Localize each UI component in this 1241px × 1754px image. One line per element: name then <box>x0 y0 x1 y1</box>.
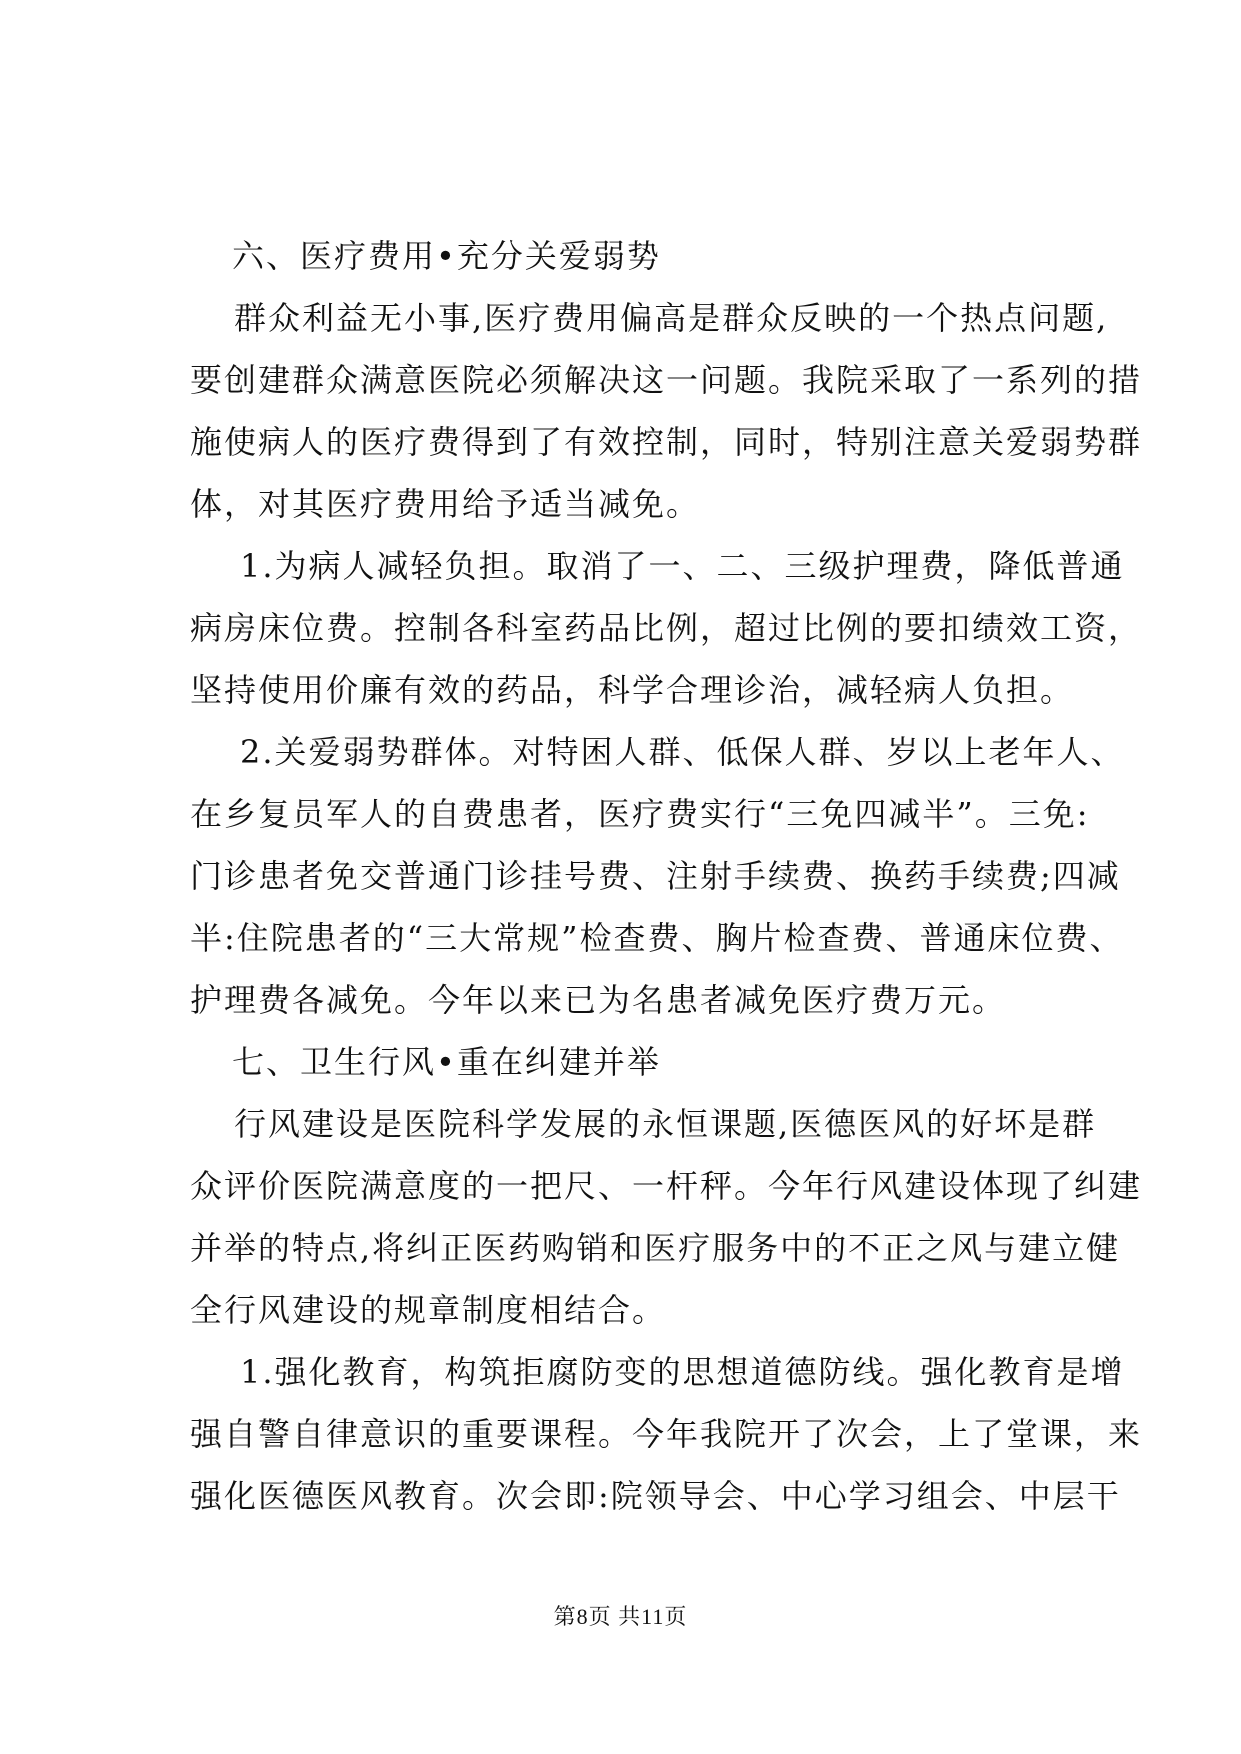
paragraph-line: 体，对其医疗费用给予适当减免。 <box>190 485 701 523</box>
paragraph-line: 1.强化教育，构筑拒腐防变的思想道德防线。强化教育是增 <box>240 1353 1125 1391</box>
paragraph-line: 半:住院患者的“三大常规”检查费、胸片检查费、普通床位费、 <box>190 919 1124 957</box>
paragraph-line: 强化医德医风教育。次会即:院领导会、中心学习组会、中层干 <box>190 1477 1121 1515</box>
section-heading: 六、医疗费用•充分关爱弱势 <box>232 237 661 275</box>
paragraph-line: 在乡复员军人的自费患者，医疗费实行“三免四减半”。三免: <box>190 795 1090 833</box>
paragraph-line: 病房床位费。控制各科室药品比例，超过比例的要扣绩效工资， <box>190 609 1143 647</box>
paragraph-line: 群众利益无小事,医疗费用偏高是群众反映的一个热点问题, <box>234 299 1109 337</box>
paragraph-line: 众评价医院满意度的一把尺、一杆秤。今年行风建设体现了纠建 <box>190 1167 1143 1205</box>
paragraph-line: 强自警自律意识的重要课程。今年我院开了次会，上了堂课，来 <box>190 1415 1143 1453</box>
paragraph-line: 行风建设是医院科学发展的永恒课题,医德医风的好坏是群 <box>234 1105 1097 1143</box>
paragraph-line: 1.为病人减轻负担。取消了一、二、三级护理费，降低普通 <box>240 547 1125 585</box>
paragraph-line: 2.关爱弱势群体。对特困人群、低保人群、岁以上老年人、 <box>240 733 1125 771</box>
paragraph-line: 施使病人的医疗费得到了有效控制，同时，特别注意关爱弱势群 <box>190 423 1143 461</box>
page-number-footer: 第8页 共11页 <box>553 1604 688 1629</box>
paragraph-line: 坚持使用价廉有效的药品，科学合理诊治，减轻病人负担。 <box>190 671 1075 709</box>
paragraph-line: 护理费各减免。今年以来已为名患者减免医疗费万元。 <box>190 981 1007 1019</box>
paragraph-line: 全行风建设的规章制度相结合。 <box>190 1291 667 1329</box>
paragraph-line: 要创建群众满意医院必须解决这一问题。我院采取了一系列的措 <box>190 361 1143 399</box>
paragraph-line: 门诊患者免交普通门诊挂号费、注射手续费、换药手续费;四减 <box>190 857 1121 895</box>
paragraph-line: 并举的特点,将纠正医药购销和医疗服务中的不正之风与建立健 <box>190 1229 1121 1267</box>
section-heading: 七、卫生行风•重在纠建并举 <box>232 1043 661 1081</box>
